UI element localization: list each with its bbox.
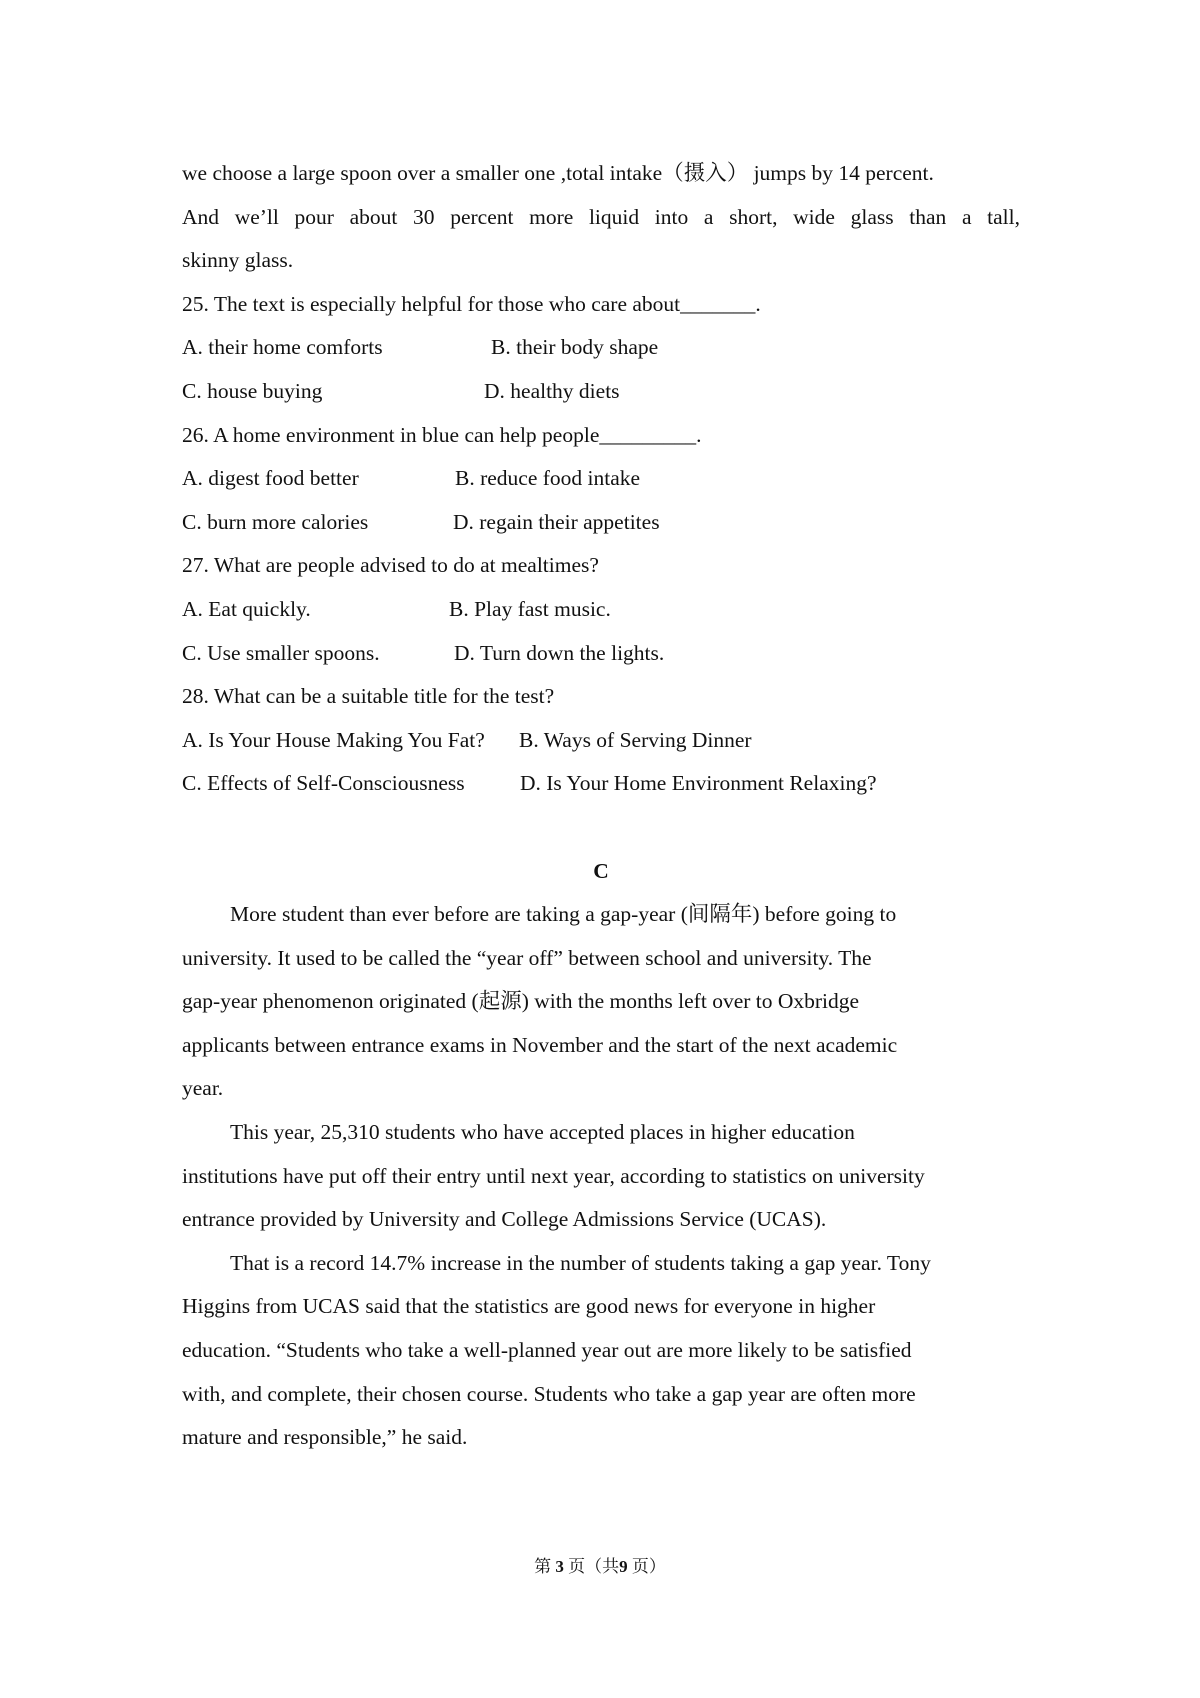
page-footer: [0, 1557, 1200, 1577]
passage-paragraph-3: [182, 1242, 1020, 1460]
option-c[interactable]: C. burn more calories: [182, 509, 369, 534]
intro-line-text: And we’ll pour about 30 percent more liquid into a short, wide glass than a tall,: [182, 204, 1020, 229]
passage-paragraph-1: [182, 893, 1020, 1111]
option-c[interactable]: C. Effects of Self-Consciousness: [182, 771, 465, 796]
option-d[interactable]: D. healthy diets: [484, 378, 620, 403]
question-26-stem: 26. A home environment in blue can help people_________.: [182, 422, 702, 447]
paragraph-line: gap-year phenomenon originated (起源) with the months left over to Oxbridge: [182, 989, 860, 1014]
paragraph-line: That is a record 14.7% increase in the number of students taking a gap year. Tony: [230, 1250, 931, 1275]
paragraph-line: mature and responsible,” he said.: [182, 1425, 468, 1450]
footer-middle: 页（共: [568, 1557, 620, 1576]
total-pages-number: 9: [619, 1557, 628, 1576]
option-a[interactable]: A. Is Your House Making You Fat?: [182, 727, 485, 752]
option-b[interactable]: B. Play fast music.: [449, 596, 611, 621]
question-25-options-row-2: [182, 370, 1020, 414]
paragraph-line: This year, 25,310 students who have accepted places in higher education: [230, 1120, 855, 1145]
option-c[interactable]: C. house buying: [182, 378, 323, 403]
paragraph-line: More student than ever before are taking a gap-year (间隔年) before going to: [230, 902, 897, 927]
paragraph-line: entrance provided by University and College Admissions Service (UCAS).: [182, 1207, 827, 1232]
question-25-options-row-1: [182, 326, 1020, 370]
footer-suffix: 页）: [631, 1557, 666, 1576]
paragraph-line: institutions have put off their entry until next year, according to statistics on university: [182, 1163, 925, 1188]
option-d[interactable]: D. Is Your Home Environment Relaxing?: [520, 771, 877, 796]
question-27-options-row-1: [182, 588, 1020, 632]
question-27-stem: 27. What are people advised to do at mealtimes?: [182, 553, 599, 578]
paragraph-line: year.: [182, 1076, 224, 1101]
paragraph-line: education. “Students who take a well-planned year out are more likely to be satisfied: [182, 1338, 912, 1363]
option-b[interactable]: B. reduce food intake: [455, 466, 641, 491]
paragraph-line: with, and complete, their chosen course. Students who take a gap year are often more: [182, 1381, 916, 1406]
paragraph-line: applicants between entrance exams in November and the start of the next academic: [182, 1032, 898, 1057]
option-b[interactable]: B. Ways of Serving Dinner: [519, 727, 752, 752]
option-a[interactable]: A. their home comforts: [182, 335, 383, 360]
question-28-options-row-2: [182, 762, 1020, 806]
intro-line: [182, 239, 1020, 283]
intro-line-text: skinny glass.: [182, 248, 294, 273]
option-d[interactable]: D. regain their appetites: [453, 509, 660, 534]
intro-line-text: we choose a large spoon over a smaller one ,total intake（摄入） jumps by 14 percent.: [182, 161, 934, 185]
option-b[interactable]: B. their body shape: [491, 335, 659, 360]
question-26-options-row-1: [182, 457, 1020, 501]
footer-prefix: 第: [534, 1557, 552, 1576]
option-a[interactable]: A. Eat quickly.: [182, 596, 311, 621]
intro-line: [182, 196, 1020, 240]
passage-paragraph-2: [182, 1111, 1020, 1242]
question-25-stem: 25. The text is especially helpful for those who care about_______.: [182, 291, 761, 316]
paragraph-line: university. It used to be called the “year off” between school and university. The: [182, 945, 872, 970]
option-a[interactable]: A. digest food better: [182, 466, 359, 491]
option-d[interactable]: D. Turn down the lights.: [454, 640, 665, 665]
question-28-stem: 28. What can be a suitable title for the test?: [182, 684, 555, 709]
question-26-options-row-2: [182, 501, 1020, 545]
paragraph-line: Higgins from UCAS said that the statistics are good news for everyone in higher: [182, 1294, 876, 1319]
page-content: [182, 152, 1020, 1460]
question-27-options-row-2: [182, 632, 1020, 676]
intro-line: [182, 152, 1020, 196]
current-page-number: 3: [555, 1557, 564, 1576]
question-28-options-row-1: [182, 719, 1020, 763]
option-c[interactable]: C. Use smaller spoons.: [182, 640, 380, 665]
section-heading: C: [593, 858, 609, 883]
